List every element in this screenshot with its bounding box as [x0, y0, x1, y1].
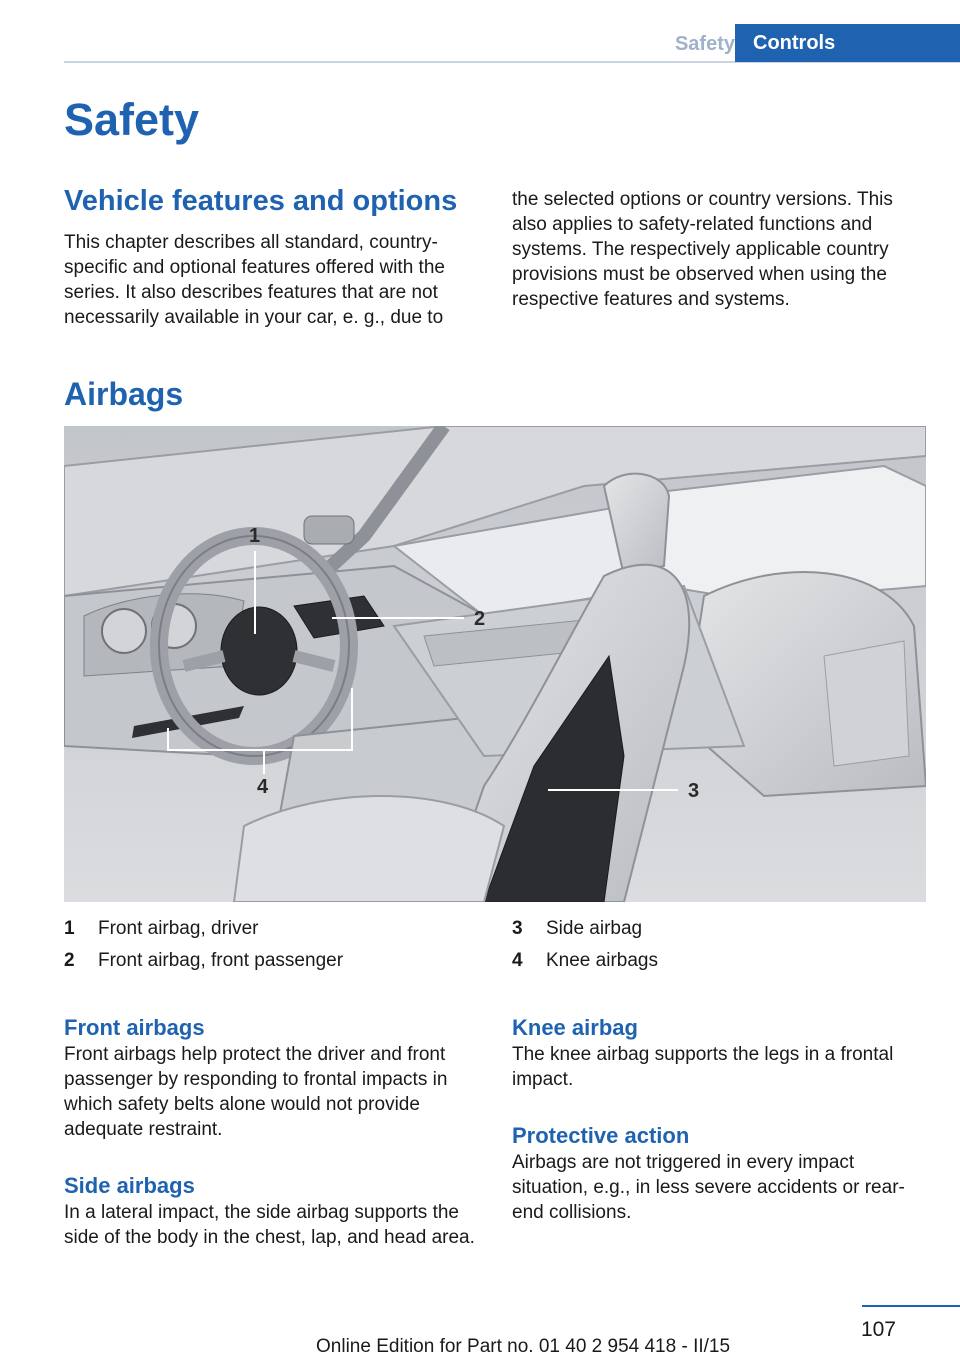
vehicle-features-right	[512, 187, 926, 312]
vehicle-features-text-left: This chapter describes all standard, country-specific and optional features offered with the series. It also describes features that are not necessarily available in your car, e. g., due to	[64, 232, 445, 328]
legend-left	[64, 913, 484, 977]
legend-label: Front airbag, front passenger	[98, 950, 344, 971]
legend-item	[512, 945, 932, 977]
legend-number: 1	[64, 918, 75, 939]
car-interior-drawing	[64, 426, 926, 902]
protective-action-heading: Protective action	[512, 1123, 690, 1148]
page-title: Safety	[64, 94, 200, 145]
legend-label: Knee airbags	[546, 950, 658, 971]
callout-1: 1	[249, 525, 261, 547]
vehicle-features-text-right: the selected options or country versions. This also applies to safety-related functions and systems. The respectively applicable country provisions must be observed when using the respective features and systems.	[512, 189, 893, 310]
legend-number: 4	[512, 950, 523, 971]
footer-edition: Online Edition for Part no. 01 40 2 954 418 - II/15	[316, 1336, 731, 1357]
footer-rule	[862, 1305, 960, 1307]
legend-label: Side airbag	[546, 918, 643, 939]
legend-item	[64, 913, 484, 945]
front-airbags-heading: Front airbags	[64, 1015, 205, 1040]
page-header	[64, 24, 960, 62]
knee-airbag-heading: Knee airbag	[512, 1015, 638, 1040]
protective-action-section	[512, 1122, 926, 1225]
header-section-tab: Safety	[674, 33, 735, 55]
legend-label: Front airbag, driver	[98, 918, 259, 939]
vehicle-features-heading: Vehicle features and options	[64, 185, 458, 217]
front-airbags-text: Front airbags help protect the driver and front passenger by responding to frontal impacts in which safety belts alone would not provide adequate restraint.	[64, 1044, 448, 1140]
legend-item	[512, 913, 932, 945]
airbags-heading: Airbags	[64, 376, 184, 412]
side-airbags-heading: Side airbags	[64, 1173, 195, 1198]
legend-number: 2	[64, 950, 75, 971]
callout-3: 3	[688, 780, 700, 802]
front-airbags-section	[64, 1014, 478, 1142]
legend-number: 3	[512, 918, 523, 939]
legend-right	[512, 913, 932, 977]
airbags-illustration	[64, 426, 926, 902]
side-airbags-section	[64, 1172, 478, 1250]
vehicle-features-left	[64, 184, 478, 330]
side-airbags-text: In a lateral impact, the side airbag supports the side of the body in the chest, lap, and head area.	[64, 1202, 475, 1248]
callout-4: 4	[257, 776, 269, 798]
knee-airbag-section	[512, 1014, 926, 1092]
callout-2: 2	[474, 608, 486, 630]
legend-item	[64, 945, 484, 977]
header-chapter-tab: Controls	[735, 24, 960, 62]
knee-airbag-text: The knee airbag supports the legs in a frontal impact.	[512, 1044, 894, 1090]
page-number: 107	[860, 1318, 896, 1341]
protective-action-text: Airbags are not triggered in every impact situation, e.g., in less severe accidents or rear-end collisions.	[512, 1152, 905, 1223]
